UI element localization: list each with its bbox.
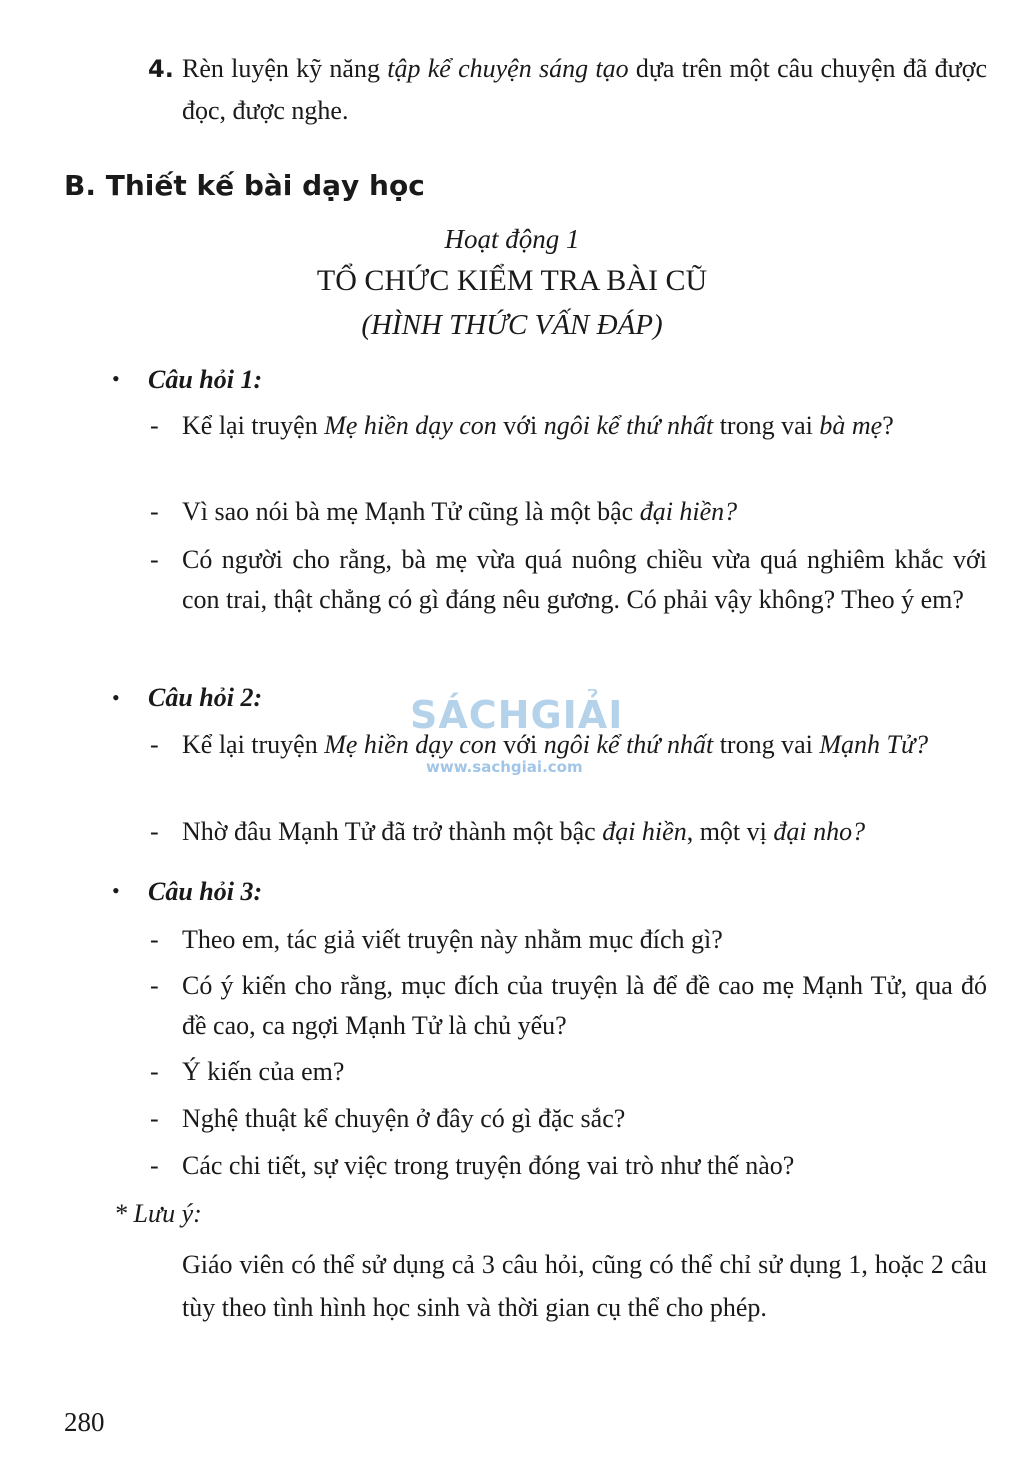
q1-item-3: Có người cho rằng, bà mẹ vừa quá nuông chiều vừa quá nghiêm khắc với con trai, thật chẳng có gì đáng nêu gương. Có phải vậy không? Theo ý em? (182, 545, 987, 614)
dash-icon: - (150, 497, 159, 526)
q1-title: Câu hỏi 1: (148, 365, 263, 394)
q2-item-1: Kể lại truyện Mẹ hiền dạy con với ngôi kể thứ nhất trong vai Mạnh Tử? (182, 730, 929, 759)
section-heading: B. Thiết kế bài dạy học (64, 169, 425, 202)
dash-icon: - (150, 971, 159, 1000)
bullet-icon: • (112, 366, 120, 391)
dash-icon: - (150, 1104, 159, 1133)
activity-title: TỔ CHỨC KIỂM TRA BÀI CŨ (316, 264, 708, 297)
q3-item-4: Nghệ thuật kể chuyện ở đây có gì đặc sắc? (182, 1104, 626, 1133)
dash-icon: - (150, 730, 159, 759)
activity-subtitle: (HÌNH THỨC VẤN ĐÁP) (361, 309, 663, 341)
q3-item-3: Ý kiến của em? (182, 1057, 345, 1086)
q3-item-5: Các chi tiết, sự việc trong truyện đóng vai trò như thế nào? (182, 1151, 795, 1180)
note-label: * Lưu ý: (114, 1199, 202, 1228)
activity-label: Hoạt động 1 (444, 224, 580, 254)
dash-icon: - (150, 925, 159, 954)
q3-title: Câu hỏi 3: (148, 877, 263, 906)
note-text: Giáo viên có thể sử dụng cả 3 câu hỏi, cũng có thể chỉ sử dụng 1, hoặc 2 câu tùy theo tình hình học sinh và thời gian cụ thể cho phép. (182, 1250, 987, 1322)
page-number: 280 (64, 1407, 105, 1437)
q3-item-1: Theo em, tác giả viết truyện này nhằm mục đích gì? (182, 925, 723, 954)
intro-item-number: 4. (148, 55, 174, 83)
q1-item-1: Kể lại truyện Mẹ hiền dạy con với ngôi kể thứ nhất trong vai bà mẹ? (182, 411, 894, 440)
watermark-url: www.sachgiai.com (426, 758, 583, 776)
dash-icon: - (150, 411, 159, 440)
bullet-icon: • (112, 685, 120, 710)
dash-icon: - (150, 1151, 159, 1180)
dash-icon: - (150, 545, 159, 574)
dash-icon: - (150, 817, 159, 846)
dash-icon: - (150, 1057, 159, 1086)
intro-item-text: Rèn luyện kỹ năng tập kể chuyện sáng tạo dựa trên một câu chuyện đã được đọc, được nghe. (182, 54, 988, 125)
q3-item-2: Có ý kiến cho rằng, mục đích của truyện là để đề cao mẹ Mạnh Tử, qua đó đề cao, ca ngợi Mạnh Tử là chủ yếu? (182, 971, 987, 1040)
bullet-icon: • (112, 878, 120, 903)
q1-item-2: Vì sao nói bà mẹ Mạnh Tử cũng là một bậc đại hiền? (182, 497, 738, 526)
q2-title: Câu hỏi 2: (148, 683, 263, 712)
watermark-logo: SÁCHGIẢI (410, 693, 624, 737)
q2-item-2: Nhờ đâu Mạnh Tử đã trở thành một bậc đại hiền, một vị đại nho? (182, 817, 866, 846)
